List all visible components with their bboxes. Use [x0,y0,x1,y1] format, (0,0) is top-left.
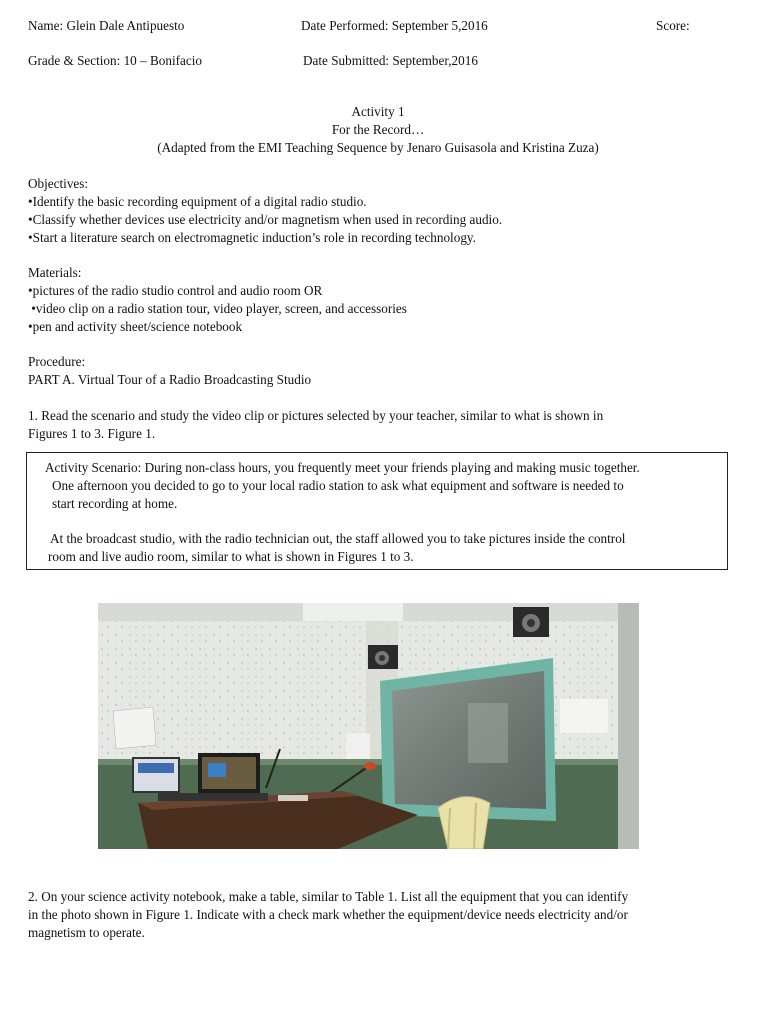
scenario-text: One afternoon you decided to go to your local radio station to ask what equipment and software is needed to [52,478,624,493]
material-item: •video clip on a radio station tour, video player, screen, and accessories [28,301,407,316]
objective-item: •Identify the basic recording equipment of a digital radio studio. [28,194,367,209]
scenario-text: Activity Scenario: During non-class hours, you frequently meet your friends playing and making music together. [45,460,640,475]
student-name: Name: Glein Dale Antipuesto [28,18,185,33]
activity-title: Activity 1 [351,104,405,119]
radio-studio-photo [98,603,639,849]
step-1-text: 1. Read the scenario and study the video clip or pictures selected by your teacher, similar to what is shown in [28,408,604,423]
scenario-text: At the broadcast studio, with the radio technician out, the staff allowed you to take pictures inside the control [50,531,626,546]
activity-subtitle: For the Record… [331,122,425,137]
scenario-box [26,452,728,570]
material-item: •pen and activity sheet/science notebook [28,319,243,334]
date-submitted: Date Submitted: September,2016 [303,53,478,68]
materials-heading: Materials: [28,265,82,280]
scenario-text: room and live audio room, similar to what is shown in Figures 1 to 3. [48,549,414,564]
step-1-text: Figures 1 to 3. Figure 1. [28,426,156,441]
objective-item: •Start a literature search on electromagnetic induction’s role in recording technology. [28,230,476,245]
part-a-heading: PART A. Virtual Tour of a Radio Broadcasting Studio [28,372,312,387]
step-2-text: in the photo shown in Figure 1. Indicate with a check mark whether the equipment/device needs electricity and/or [28,907,628,922]
objectives-heading: Objectives: [28,176,89,191]
date-performed: Date Performed: September 5,2016 [301,18,488,33]
scenario-text: start recording at home. [52,496,178,511]
objective-item: •Classify whether devices use electricity and/or magnetism when used in recording audio. [28,212,503,227]
step-2-text: magnetism to operate. [28,925,145,940]
material-item: •pictures of the radio studio control and audio room OR [28,283,323,298]
radio-studio-illustration [98,603,639,849]
score-label: Score: [656,18,690,33]
activity-attribution: (Adapted from the EMI Teaching Sequence by Jenaro Guisasola and Kristina Zuza) [157,140,599,155]
procedure-heading: Procedure: [28,354,86,369]
step-2-text: 2. On your science activity notebook, make a table, similar to Table 1. List all the equipment that you can identify [28,889,629,904]
grade-section: Grade & Section: 10 – Bonifacio [28,53,202,68]
